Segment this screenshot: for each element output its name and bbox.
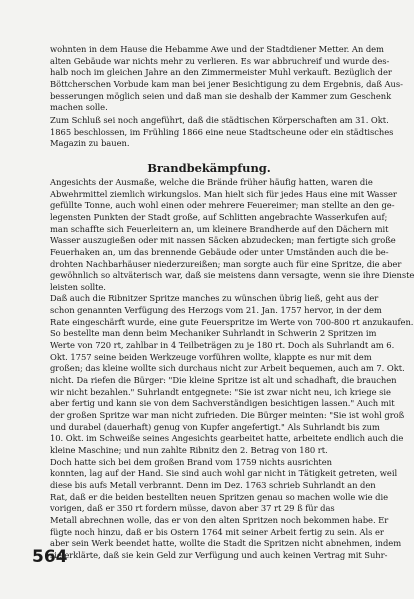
- text-line: Rat, daß er die beiden bestellten neuen Spritzen genau so machen wolle wie die: [50, 491, 388, 502]
- text-line: Metall abrechnen wolle, das er von den alten Spritzen noch bekommen habe. Er: [50, 514, 389, 525]
- text-line: diese bis aufs Metall verbrannt. Denn im Dez. 1763 schrieb Suhrlandt an den: [50, 479, 376, 490]
- text-line: alten Gebäude war nichts mehr zu verlieren. Es war abbruchreif und wurde des-: [50, 55, 390, 66]
- text-line: halb noch im gleichen Jahre an den Zimmermeister Muhl verkauft. Bezüglich der: [50, 67, 392, 78]
- paragraph-3: [50, 176, 414, 294]
- text-line: Böttcherschen Vorbude kam man bei jener Besichtigung zu dem Ergebnis, daß Aus-: [50, 78, 403, 89]
- text-line: drohten Nachbarhäuser niederzureißen; man sorgte auch für eine Spritze, die aber: [50, 258, 402, 269]
- text-line: konnten, lag auf der Hand. Sie sind auch wohl gar nicht in Tätigkeit getreten, weil: [50, 468, 398, 479]
- text-line: Rate eingeschärft wurde, eine gute Feuerspritze im Werte von 700-800 rt anzukaufen.: [50, 316, 414, 327]
- text-line: aber sein Werk beendet hatte, wollte die Stadt die Spritzen nicht abnehmen, indem: [50, 538, 402, 549]
- text-line: gewöhnlich so altväterisch war, daß sie meistens dann versagte, wenn sie ihre Dienste: [50, 270, 414, 281]
- text-line: Werte von 720 rt, zahlbar in 4 Teilbeträgen zu je 180 rt. Doch als Suhrlandt am 6.: [50, 340, 395, 351]
- text-line: kleine Maschine; und nun zahlte Ribnitz den 2. Betrag von 180 rt.: [50, 445, 328, 455]
- text-line: 10. Okt. im Schweiße seines Angesichts gearbeitet hatte, arbeitete endlich auch die: [50, 433, 404, 444]
- text-line: der großen Spritze war man nicht zufrieden. Die Bürger meinten: "Sie ist wohl groß: [50, 410, 405, 421]
- text-line: Zum Schluß sei noch angeführt, daß die städtischen Körperschaften am 31. Okt.: [50, 114, 389, 125]
- text-line: Abwehrmittel ziemlich wirkungslos. Man hielt sich für jedes Haus eine mit Wasser: [50, 188, 397, 199]
- text-line: Okt. 1757 seine beiden Werkzeuge vorführen wollte, klappte es nur mit dem: [50, 351, 372, 362]
- text-line: schon genannten Verfügung des Herzogs vom 21. Jan. 1757 hervor, in der dem: [50, 305, 382, 316]
- text-line: So bestellte man denn beim Mechaniker Suhrlandt in Schwerin 2 Spritzen im: [50, 328, 377, 339]
- text-line: vorigen, daß er 350 rt fordern müsse, davon aber 37 rt 29 ß für das: [50, 503, 335, 514]
- text-line: Magazin zu bauen.: [50, 138, 130, 149]
- section-heading: Brandbekämpfung.: [147, 160, 271, 175]
- text-line: man schaffte sich Feuerleitern an, um kleinere Brandherde auf den Dächern mit: [50, 223, 389, 234]
- text-line: großen; das kleine wollte sich durchaus nicht zur Arbeit bequemen, auch am 7. Okt.: [50, 363, 405, 374]
- text-line: Daß auch die Ribnitzer Spritze manches zu wünschen übrig ließ, geht aus der: [50, 293, 379, 304]
- text-line: Doch hatte sich bei dem großen Brand vom 1759 nichts ausrichten: [50, 456, 332, 467]
- page-number: 564: [32, 547, 68, 567]
- text-line: Wasser auszugießen oder mit nassen Säcken abzudecken; man fertigte sich große: [50, 235, 396, 246]
- paragraph-5: [50, 456, 402, 562]
- paragraph-2: [50, 114, 394, 150]
- text-line: und durabel (dauerhaft) genug von Kupfer angefertigt." Als Suhrlandt bis zum: [50, 421, 380, 432]
- paragraph-1: [50, 44, 403, 114]
- text-line: Angesichts der Ausmaße, welche die Brände früher häufig hatten, waren die: [50, 176, 373, 187]
- text-line: besserungen möglich seien und daß man sie deshalb der Kammer zum Geschenk: [50, 90, 392, 101]
- text-line: wir nicht bezahlen." Suhrlandt entgegnete: "Sie ist zwar nicht neu, ich kriege sie: [50, 386, 391, 397]
- text-line: Feuerhaken an, um das brennende Gebäude oder unter Umständen auch die be-: [50, 246, 389, 257]
- text-line: 1865 beschlossen, im Frühling 1866 eine neue Stadtscheune oder ein städtisches: [50, 126, 394, 137]
- text-line: nicht. Da riefen die Bürger: "Die kleine Spritze ist alt und schadhaft, die brauchen: [50, 375, 397, 386]
- text-line: sie erklärte, daß sie kein Geld zur Verfügung und auch keinen Vertrag mit Suhr-: [50, 549, 388, 560]
- text-line: fügte noch hinzu, daß er bis Ostern 1764 mit seiner Arbeit fertig zu sein. Als er: [50, 526, 384, 537]
- text-line: gefüllte Tonne, auch wohl einen oder mehrere Feuereimer; man stellte an den ge-: [50, 200, 395, 211]
- text-line: wohnten in dem Hause die Hebamme Awe und der Stadtdiener Metter. An dem: [50, 44, 384, 54]
- text-line: machen solle.: [50, 102, 108, 113]
- body-text: [50, 44, 414, 562]
- text-line: aber fertig und kann sie von dem Sachverständigen besichtigen lassen." Auch mit: [50, 398, 395, 409]
- text-line: leisten sollte.: [50, 281, 106, 292]
- text-line: legensten Punkten der Stadt große, auf Schlitten angebrachte Wasserkufen auf;: [50, 211, 388, 222]
- paragraph-4: [50, 293, 414, 456]
